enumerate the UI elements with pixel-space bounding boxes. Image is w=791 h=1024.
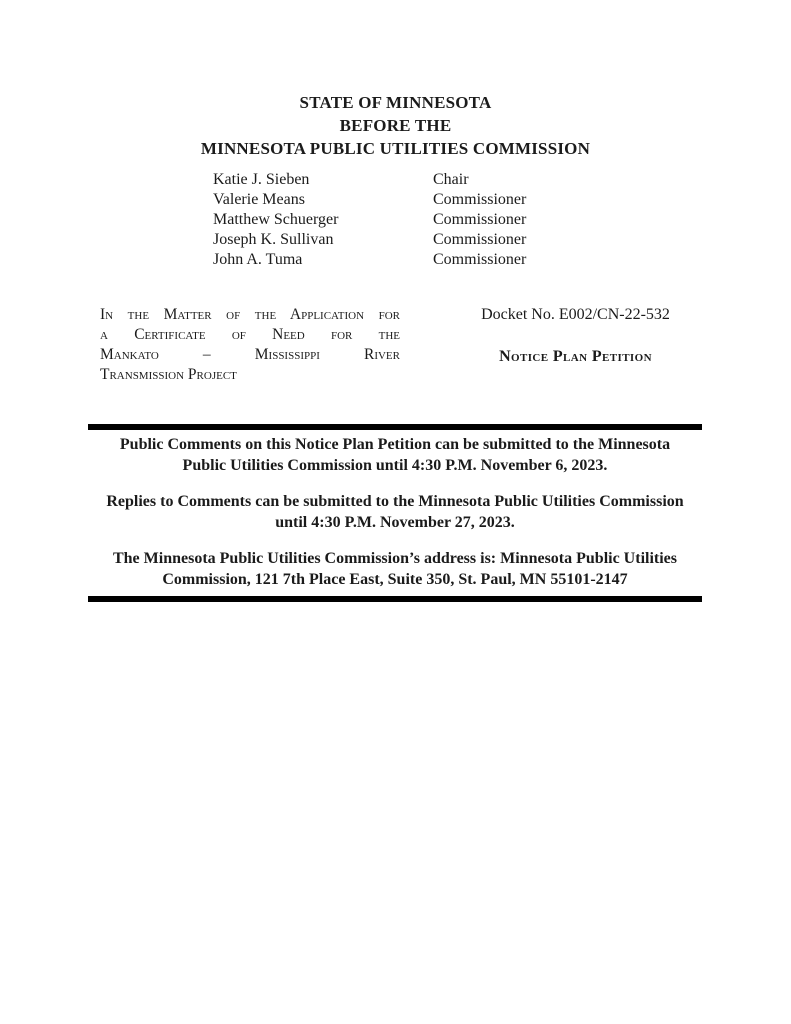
docket-number: Docket No. E002/CN-22-532	[481, 306, 670, 323]
caption-matter	[100, 305, 400, 385]
header-line-before: BEFORE THE	[339, 116, 452, 135]
commissioner-title: Commissioner	[433, 191, 527, 208]
case-caption	[100, 305, 705, 385]
commissioner-row	[213, 170, 526, 190]
commissioner-list	[213, 170, 526, 270]
commissioner-title: Commissioner	[433, 251, 527, 268]
header-line-commission: MINNESOTA PUBLIC UTILITIES COMMISSION	[200, 139, 591, 158]
header-line-state: STATE OF MINNESOTA	[299, 93, 492, 112]
commissioner-row	[213, 210, 526, 230]
commissioner-name: Valerie Means	[213, 191, 305, 208]
commissioner-row	[213, 250, 526, 270]
commissioner-name: Matthew Schuerger	[213, 211, 339, 228]
document-header	[0, 91, 791, 160]
notice-box	[88, 424, 702, 602]
caption-matter-line: Mankato – Mississippi River	[100, 346, 400, 363]
caption-matter-line: In the Matter of the Application for	[100, 306, 400, 323]
commissioner-title: Chair	[433, 171, 469, 188]
commissioner-name: John A. Tuma	[213, 251, 303, 268]
commissioner-name: Katie J. Sieben	[213, 171, 310, 188]
commissioner-title: Commissioner	[433, 211, 527, 228]
notice-paragraph-address: The Minnesota Public Utilities Commission’s address is: Minnesota Public Utilities Commission, 121 7th Place East, Suite 350, St. Paul, MN 55101-2147	[112, 550, 677, 588]
commissioner-name: Joseph K. Sullivan	[213, 231, 334, 248]
petition-title: Notice Plan Petition	[499, 348, 652, 365]
caption-matter-line: Transmission Project	[100, 366, 237, 383]
caption-matter-line: a Certificate of Need for the	[100, 326, 400, 343]
commissioner-row	[213, 190, 526, 210]
notice-paragraph-public-comments: Public Comments on this Notice Plan Petition can be submitted to the Minnesota Public Utilities Commission until 4:30 P.M. November 6, 2023.	[119, 436, 671, 474]
commissioner-title: Commissioner	[433, 231, 527, 248]
commissioner-row	[213, 230, 526, 250]
notice-paragraph-replies: Replies to Comments can be submitted to the Minnesota Public Utilities Commission until 4:30 P.M. November 27, 2023.	[106, 493, 684, 531]
caption-right-column	[400, 305, 705, 385]
